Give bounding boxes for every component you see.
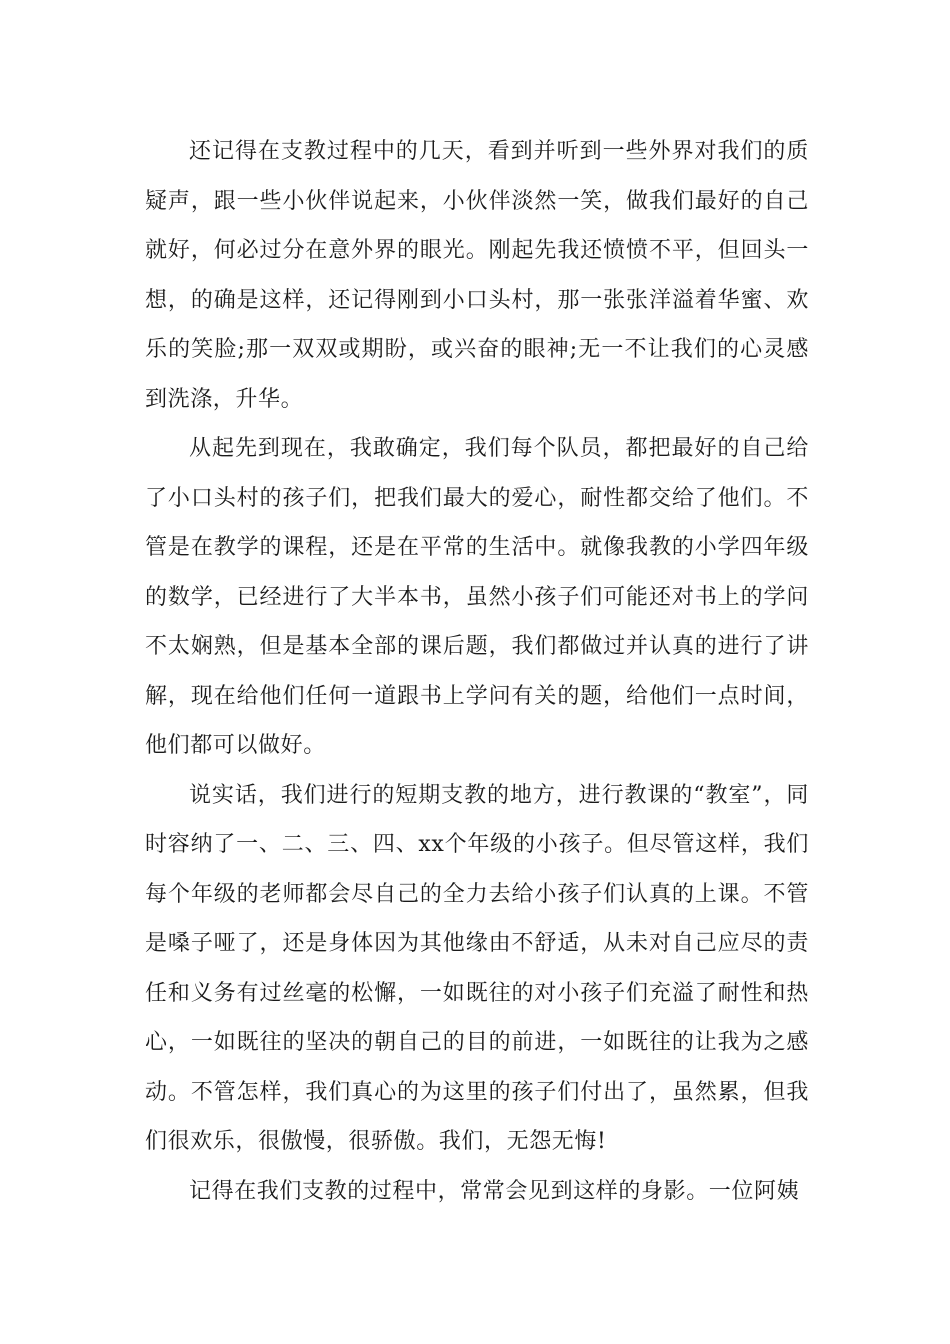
- paragraph-3: 说实话，我们进行的短期支教的地方，进行教课的“教室”，同时容纳了一、二、三、四、xx个年级的小孩子。但尽管这样，我们每个年级的老师都会尽自己的全力去给小孩子们认真的上课。不管是嗓子哑了，还是身体因为其他缘由不舒适，从未对自己应尽的责任和义务有过丝毫的松懈，一如既往的对小孩子们充溢了耐性和热心，一如既往的坚决的朝自己的目的前进，一如既往的让我为之感动。不管怎样，我们真心的为这里的孩子们付出了，虽然累，但我们很欢乐，很傲慢，很骄傲。我们，无怨无悔!: [145, 782, 809, 1154]
- document-body: [145, 127, 809, 1216]
- paragraph-2: 从起先到现在，我敢确定，我们每个队员，都把最好的自己给了小口头村的孩子们，把我们最大的爱心，耐性都交给了他们。不管是在教学的课程，还是在平常的生活中。就像我教的小学四年级的数学，已经进行了大半本书，虽然小孩子们可能还对书上的学问不太娴熟，但是基本全部的课后题，我们都做过并认真的进行了讲解，现在给他们任何一道跟书上学问有关的题，给他们一点时间，他们都可以做好。: [145, 436, 809, 758]
- paragraph-4: 记得在我们支教的过程中，常常会见到这样的身影。一位阿姨: [189, 1178, 800, 1204]
- paragraph-1: 还记得在支教过程中的几天，看到并听到一些外界对我们的质疑声，跟一些小伙伴说起来，小伙伴淡然一笑，做我们最好的自己就好，何必过分在意外界的眼光。刚起先我还愤愤不平，但回头一想，的确是这样，还记得刚到小口头村，那一张张洋溢着华蜜、欢乐的笑脸;那一双双或期盼，或兴奋的眼神;无一不让我们的心灵感到洗涤，升华。: [145, 139, 809, 412]
